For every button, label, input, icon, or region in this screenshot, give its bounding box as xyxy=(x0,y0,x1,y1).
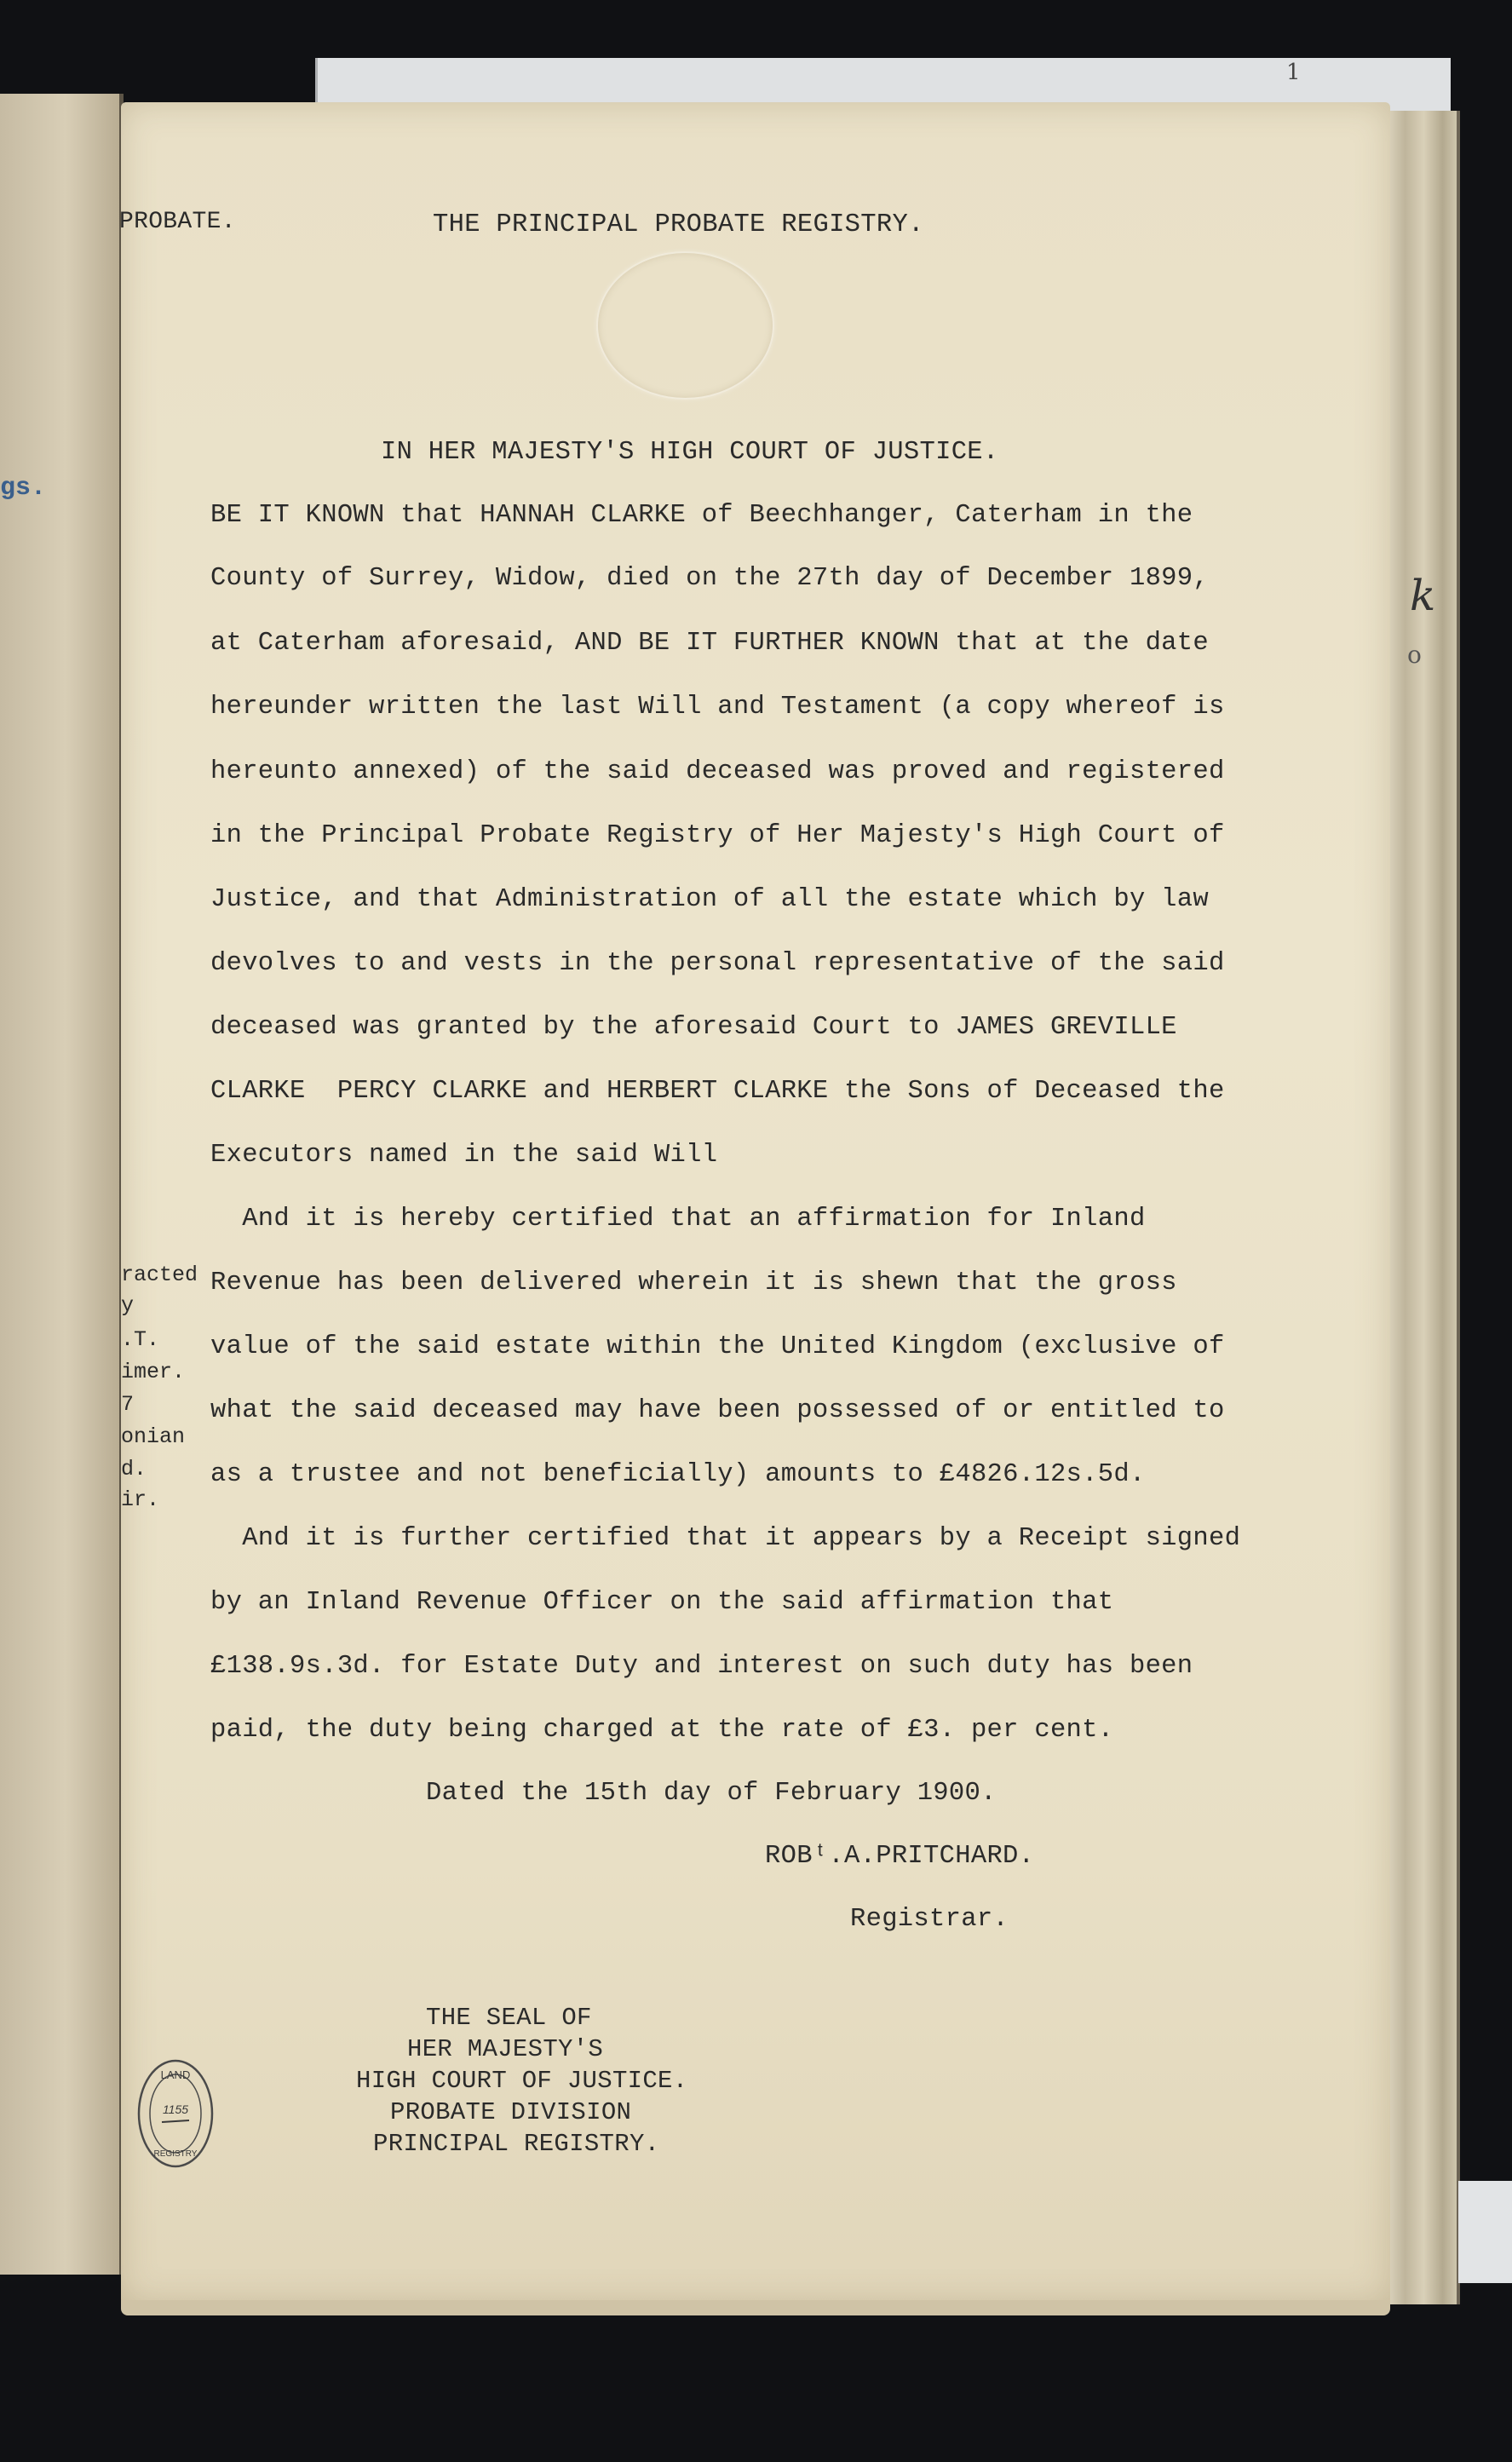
body-line: Executors named in the said Will xyxy=(210,1141,718,1170)
right-margin-annotation: o xyxy=(1407,641,1422,669)
page-bottom-edge xyxy=(121,2300,1390,2315)
body-line: deceased was granted by the aforesaid Court to JAMES GREVILLE xyxy=(210,1013,1177,1042)
margin-note-line: .T. xyxy=(121,1327,160,1352)
body-line: paid, the duty being charged at the rate of £3. per cent. xyxy=(210,1716,1114,1745)
seal-line: THE SEAL OF xyxy=(426,2004,592,2032)
seal-line: HIGH COURT OF JUSTICE. xyxy=(356,2067,688,2095)
stamp-bottom-text: REGISTRY xyxy=(153,2149,198,2159)
registry-title: THE PRINCIPAL PROBATE REGISTRY. xyxy=(433,210,924,239)
date-line: Dated the 15th day of February 1900. xyxy=(426,1779,997,1808)
body-line: by an Inland Revenue Officer on the said affirmation that xyxy=(210,1588,1114,1617)
body-line: Justice, and that Administration of all the estate which by law xyxy=(210,885,1209,914)
margin-note-line: imer. xyxy=(121,1360,186,1384)
left-page-text-fragment: gs. xyxy=(0,474,47,503)
margin-note-line: y xyxy=(121,1293,135,1318)
seal-line: PROBATE DIVISION xyxy=(390,2098,632,2126)
body-line: And it is hereby certified that an affirmation for Inland xyxy=(210,1205,1146,1234)
stamp-top-text: LAND xyxy=(160,2068,191,2081)
margin-note-line: onian xyxy=(121,1424,186,1449)
court-heading: IN HER MAJESTY'S HIGH COURT OF JUSTICE. xyxy=(381,438,999,467)
stamp-center-text: 1155 xyxy=(162,2102,189,2116)
body-line: value of the said estate within the United Kingdom (exclusive of xyxy=(210,1332,1225,1361)
margin-note-line: ir. xyxy=(121,1487,160,1512)
margin-note-line: racted xyxy=(121,1263,198,1287)
land-registry-stamp xyxy=(136,2057,215,2170)
margin-note-line: 7 xyxy=(121,1392,135,1417)
backing-sheet-mark: 1 xyxy=(1286,60,1301,85)
body-line: devolves to and vests in the personal representative of the said xyxy=(210,949,1225,978)
body-line: County of Surrey, Widow, died on the 27th day of December 1899, xyxy=(210,564,1209,593)
registrar-signature: ROBᵗ.A.PRITCHARD. xyxy=(765,1842,1035,1871)
body-line: hereunto annexed) of the said deceased was proved and registered xyxy=(210,757,1225,786)
probate-document-page xyxy=(121,102,1390,2304)
adjacent-left-page xyxy=(0,94,124,2275)
body-line: hereunder written the last Will and Testament (a copy whereof is xyxy=(210,693,1225,722)
seal-line: HER MAJESTY'S xyxy=(407,2035,604,2063)
body-line: And it is further certified that it appears by a Receipt signed xyxy=(210,1524,1241,1553)
seal-line: PRINCIPAL REGISTRY. xyxy=(373,2130,660,2158)
body-line: in the Principal Probate Registry of Her Majesty's High Court of xyxy=(210,821,1225,850)
body-line: Revenue has been delivered wherein it is shewn that the gross xyxy=(210,1268,1177,1297)
right-margin-annotation: k xyxy=(1410,571,1436,620)
body-line: what the said deceased may have been possessed of or entitled to xyxy=(210,1396,1225,1425)
margin-note-line: d. xyxy=(121,1457,147,1481)
embossed-royal-seal xyxy=(596,251,774,400)
body-line: £138.9s.3d. for Estate Duty and interest on such duty has been xyxy=(210,1652,1193,1681)
body-line: at Caterham aforesaid, AND BE IT FURTHER KNOWN that at the date xyxy=(210,629,1209,658)
backing-sheet-corner xyxy=(1458,2181,1512,2283)
body-line: BE IT KNOWN that HANNAH CLARKE of Beechhanger, Caterham in the xyxy=(210,501,1193,530)
body-line: as a trustee and not beneficially) amounts to £4826.12s.5d. xyxy=(210,1460,1146,1489)
body-line: CLARKE PERCY CLARKE and HERBERT CLARKE the Sons of Deceased the xyxy=(210,1077,1225,1106)
probate-label: PROBATE. xyxy=(119,209,236,235)
registrar-title: Registrar. xyxy=(850,1905,1009,1934)
